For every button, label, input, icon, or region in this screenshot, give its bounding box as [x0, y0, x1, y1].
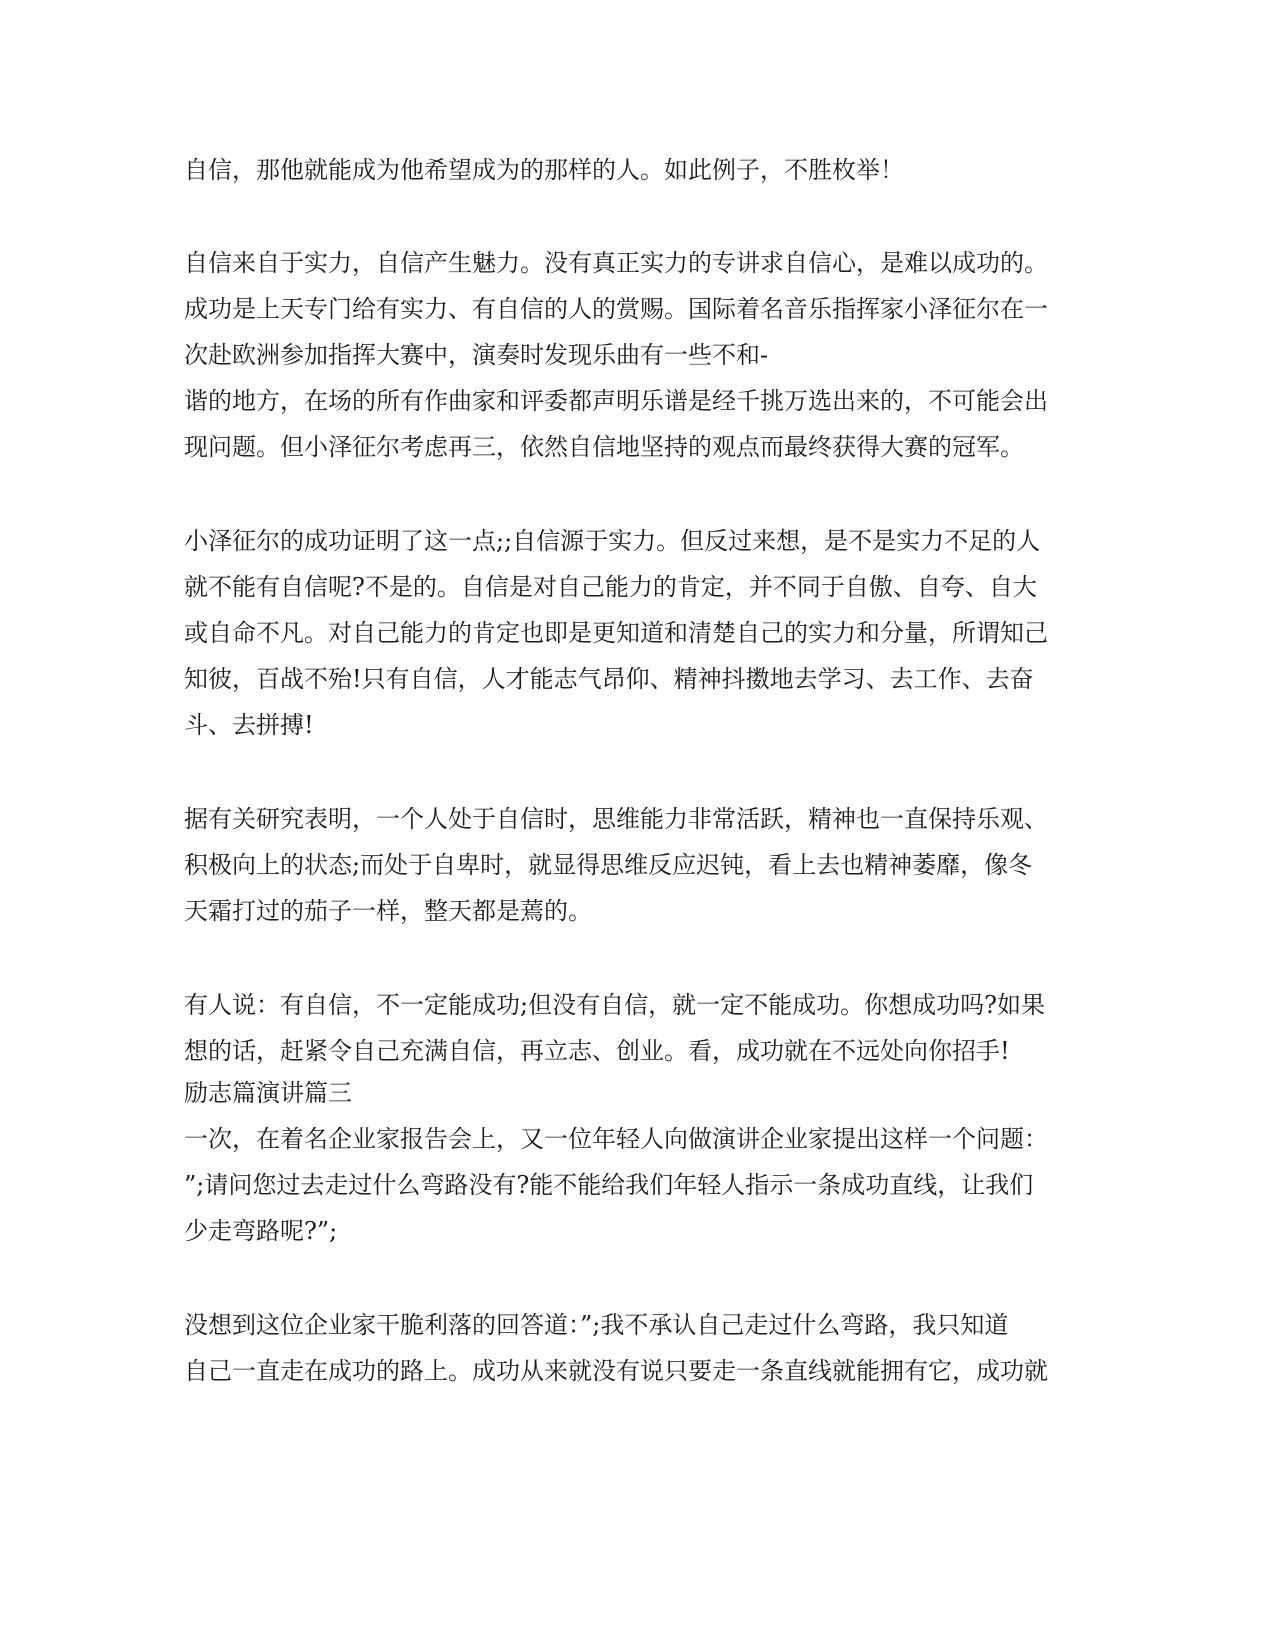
text-line: 自己一直走在成功的路上。成功从来就没有说只要走一条直线就能拥有它，成功就 — [184, 1357, 1048, 1385]
text-line: 据有关研究表明，一个人处于自信时，思维能力非常活跃，精神也一直保持乐观、 — [184, 805, 1048, 833]
text-line: 想的话，赶紧令自己充满自信，再立志、创业。看，成功就在不远处向你招手! — [184, 1037, 1010, 1065]
text-line: 有人说：有自信，不一定能成功;但没有自信，就一定不能成功。你想成功吗?如果 — [184, 991, 1045, 1019]
text-line: 积极向上的状态;而处于自卑时，就显得思维反应迟钝，看上去也精神萎靡，像冬 — [184, 851, 1033, 879]
text-line: ”;请问您过去走过什么弯路没有?能不能给我们年轻人指示一条成功直线，让我们 — [184, 1171, 1034, 1199]
text-line: 次赴欧洲参加指挥大赛中，演奏时发现乐曲有一些不和- — [184, 341, 769, 369]
text-line: 小泽征尔的成功证明了这一点;;自信源于实力。但反过来想，是不是实力不足的人 — [184, 527, 1041, 555]
text-line: 少走弯路呢?”; — [184, 1217, 338, 1245]
section-heading: 励志篇演讲篇三 — [184, 1079, 352, 1107]
text-line: 自信，那他就能成为他希望成为的那样的人。如此例子，不胜枚举！ — [184, 156, 904, 184]
text-line: 成功是上天专门给有实力、有自信的人的赏赐。国际着名音乐指挥家小泽征尔在一 — [184, 295, 1048, 323]
text-line: 一次，在着名企业家报告会上，又一位年轻人向做演讲企业家提出这样一个问题： — [184, 1125, 1048, 1153]
text-line: 或自命不凡。对自己能力的肯定也即是更知道和清楚自己的实力和分量，所谓知己 — [184, 619, 1048, 647]
text-line: 自信来自于实力，自信产生魅力。没有真正实力的专讲求自信心，是难以成功的。 — [184, 249, 1048, 277]
text-line: 谐的地方，在场的所有作曲家和评委都声明乐谱是经千挑万选出来的，不可能会出 — [184, 387, 1048, 415]
text-line: 就不能有自信呢?不是的。自信是对自己能力的肯定，并不同于自傲、自夸、自大 — [184, 573, 1037, 601]
text-line: 现问题。但小泽征尔考虑再三，依然自信地坚持的观点而最终获得大赛的冠军。 — [184, 433, 1024, 461]
text-line: 没想到这位企业家干脆利落的回答道：”;我不承认自己走过什么弯路，我只知道 — [184, 1311, 1009, 1339]
text-line: 知彼，百战不殆!只有自信，人才能志气昂仰、精神抖擞地去学习、去工作、去奋 — [184, 665, 1034, 693]
text-line: 天霜打过的茄子一样，整天都是蔫的。 — [184, 897, 592, 925]
text-line: 斗、去拼搏! — [184, 711, 314, 739]
